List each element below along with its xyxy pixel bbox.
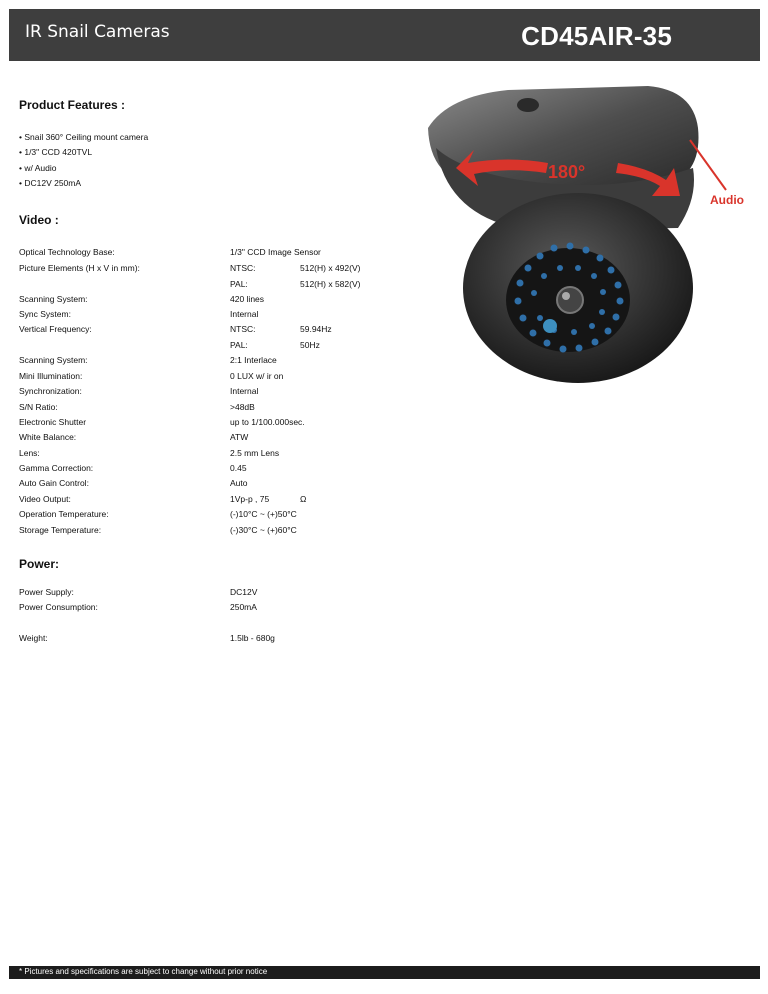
feature-item: • DC12V 250mA <box>19 178 82 189</box>
spec-value: Auto <box>230 478 248 488</box>
spec-row <box>19 525 419 537</box>
spec-label: Lens: <box>19 448 40 458</box>
features-heading: Product Features : <box>19 98 126 112</box>
spec-label: S/N Ratio: <box>19 402 58 412</box>
lens <box>557 287 583 313</box>
spec-label: Operation Temperature: <box>19 509 109 519</box>
spec-label: Optical Technology Base: <box>19 247 115 257</box>
spec-row <box>19 263 419 275</box>
feature-item: • 1/3" CCD 420TVL <box>19 147 93 158</box>
spec-value: 1/3" CCD Image Sensor <box>230 247 321 257</box>
spec-label: Electronic Shutter <box>19 417 87 427</box>
spec-label: Video Output: <box>19 494 71 504</box>
feature-item: • w/ Audio <box>19 162 57 173</box>
spec-value-2: Ω <box>300 494 307 504</box>
spec-value: 250mA <box>230 602 257 612</box>
spec-label: Power Supply: <box>19 587 74 597</box>
spec-row <box>19 587 419 599</box>
spec-row <box>19 402 419 414</box>
spec-value: (-)30°C ~ (+)60°C <box>230 525 297 535</box>
spec-row <box>19 494 419 506</box>
model-number: CD45AIR-35 <box>521 21 672 51</box>
spec-label: Mini Illumination: <box>19 371 83 381</box>
spec-value: Internal <box>230 386 259 396</box>
spec-label: Scanning System: <box>19 294 88 304</box>
spec-row <box>19 386 419 398</box>
spec-value-2: 50Hz <box>300 340 320 350</box>
spec-value: PAL: <box>230 279 248 289</box>
spec-row <box>19 324 419 336</box>
camera-illustration <box>408 68 760 398</box>
spec-row <box>19 309 419 321</box>
spec-label: Storage Temperature: <box>19 525 102 535</box>
mount-screw <box>517 98 539 112</box>
spec-label: Synchronization: <box>19 386 82 396</box>
spec-row <box>19 355 419 367</box>
spec-label: Vertical Frequency: <box>19 324 92 334</box>
spec-value: 0.45 <box>230 463 247 473</box>
spec-value: NTSC: <box>230 263 256 273</box>
spec-value: >48dB <box>230 402 255 412</box>
spec-value-2: 59.94Hz <box>300 324 332 334</box>
spec-row <box>19 279 419 291</box>
spec-label: Sync System: <box>19 309 71 319</box>
feature-item: • Snail 360° Ceiling mount camera <box>19 132 149 142</box>
spec-row <box>19 633 419 645</box>
spec-value: 1Vp-p , 75 <box>230 494 270 504</box>
spec-label: Scanning System: <box>19 355 88 365</box>
spec-label: Weight: <box>19 633 48 643</box>
spec-row <box>19 247 419 259</box>
header-bar <box>9 9 760 61</box>
spec-value: up to 1/100.000sec. <box>230 417 305 427</box>
spec-value: 2.5 mm Lens <box>230 448 280 458</box>
spec-value: DC12V <box>230 587 258 597</box>
spec-row <box>19 417 419 429</box>
audio-callout-line <box>690 140 726 190</box>
video-heading: Video : <box>19 213 59 227</box>
spec-value-2: 512(H) x 582(V) <box>300 279 361 289</box>
spec-label: Power Consumption: <box>19 602 98 612</box>
spec-value: PAL: <box>230 340 248 350</box>
spec-value: NTSC: <box>230 324 256 334</box>
spec-row <box>19 478 419 490</box>
spec-value: Internal <box>230 309 259 319</box>
spec-value: 1.5lb - 680g <box>230 633 275 643</box>
spec-value: 0 LUX w/ ir on <box>230 371 284 381</box>
spec-label: Gamma Correction: <box>19 463 94 473</box>
spec-row <box>19 294 419 306</box>
light-sensor <box>543 319 557 333</box>
spec-row <box>19 371 419 383</box>
spec-row <box>19 448 419 460</box>
footer-bar <box>9 966 760 979</box>
spec-value: 420 lines <box>230 294 265 304</box>
spec-row <box>19 340 419 352</box>
spec-label: Picture Elements (H x V in mm): <box>19 263 140 273</box>
category-title: IR Snail Cameras <box>25 22 170 42</box>
power-heading: Power: <box>19 557 60 571</box>
audio-label: Audio <box>710 193 744 207</box>
rotation-label: 180° <box>548 162 586 182</box>
spec-value: ATW <box>230 432 249 442</box>
spec-row <box>19 463 419 475</box>
spec-row <box>19 509 419 521</box>
spec-row <box>19 432 419 444</box>
spec-label: Auto Gain Control: <box>19 478 89 488</box>
spec-value-2: 512(H) x 492(V) <box>300 263 361 273</box>
footer-disclaimer: * Pictures and specifications are subject to change without prior notice <box>19 967 268 976</box>
features-list <box>19 130 148 192</box>
spec-row <box>19 602 419 614</box>
spec-value: 2:1 Interlace <box>230 355 277 365</box>
spec-value: (-)10°C ~ (+)50°C <box>230 509 297 519</box>
lens-glint <box>562 292 570 300</box>
spec-label: White Balance: <box>19 432 77 442</box>
